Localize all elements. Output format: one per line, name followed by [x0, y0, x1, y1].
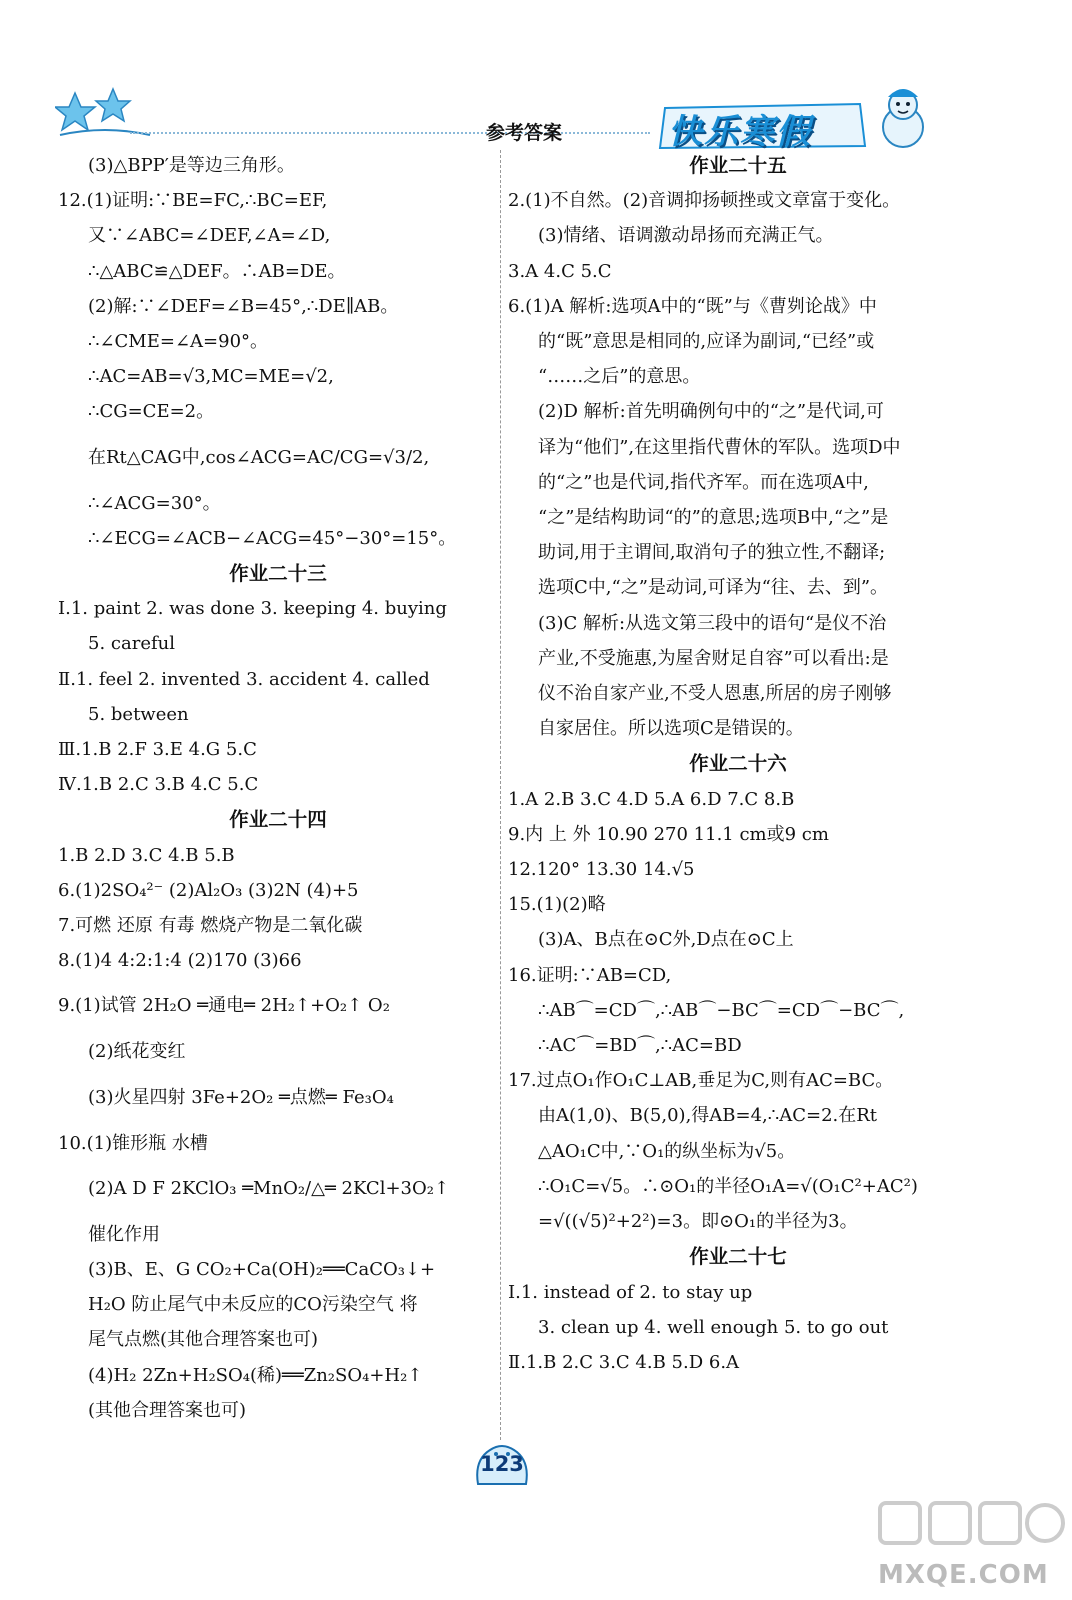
- answer-line: 12.120° 13.30 14.√5: [508, 859, 695, 881]
- section-heading: 作业二十五: [689, 154, 787, 177]
- answer-line: Ⅰ.1. instead of 2. to stay up: [508, 1281, 753, 1303]
- answer-line: ∴AC=AB=√3,MC=ME=√2,: [88, 366, 334, 388]
- answer-line: 的“之”也是代词,指代齐军。而在选项A中,: [538, 471, 869, 493]
- answer-line: 仪不治自家产业,不受人恩惠,所居的房子刚够: [538, 683, 892, 705]
- answer-line: 在Rt△CAG中,cos∠ACG=AC/CG=√3/2,: [88, 446, 430, 468]
- answer-line: 9.(1)试管 2H₂O ═通电═ 2H₂↑+O₂↑ O₂: [58, 995, 390, 1017]
- answer-line: 选项C中,“之”是动词,可译为“往、去、到”。: [538, 577, 889, 599]
- answer-line: (3)情绪、语调激动昂扬而充满正气。: [538, 225, 834, 247]
- answer-line: 又∵∠ABC=∠DEF,∠A=∠D,: [88, 225, 331, 247]
- column-divider: [500, 150, 501, 1440]
- answer-line: 2.(1)不自然。(2)音调抑扬顿挫或文章富于变化。: [508, 190, 901, 212]
- answer-line: (3)△BPP′是等边三角形。: [88, 155, 295, 176]
- answer-line: 8.(1)4 4:2:1:4 (2)170 (3)66: [58, 950, 302, 972]
- answer-line: ∴△ABC≌△DEF。∴AB=DE。: [88, 260, 346, 282]
- answer-line: 17.过点O₁作O₁C⊥AB,垂足为C,则有AC=BC。: [508, 1070, 894, 1092]
- answer-line: ∴O₁C=√5。∴⊙O₁的半径O₁A=√(O₁C²+AC²): [538, 1175, 918, 1197]
- answer-line: 产业,不受施惠,为屋舍财足自容”可以看出:是: [538, 647, 889, 669]
- answer-line: (其他合理答案也可): [88, 1399, 247, 1421]
- answer-line: (2)D 解析:首先明确例句中的“之”是代词,可: [538, 401, 884, 423]
- answer-line: (3)火星四射 3Fe+2O₂ ═点燃═ Fe₃O₄: [88, 1086, 394, 1108]
- page-number: 123: [480, 1452, 524, 1476]
- answer-line: (2)纸花变红: [88, 1041, 186, 1063]
- section-heading: 作业二十三: [229, 562, 327, 586]
- answer-line: 1.B 2.D 3.C 4.B 5.B: [58, 844, 235, 866]
- answer-line: 译为“他们”,在这里指代曹休的军队。选项D中: [538, 436, 901, 458]
- answer-line: Ⅱ.1.B 2.C 3.C 4.B 5.D 6.A: [508, 1351, 740, 1373]
- answer-line: “之”是结构助词“的”的意思;选项B中,“之”是: [538, 507, 889, 529]
- section-heading: 作业二十七: [689, 1245, 787, 1269]
- answer-line: 6.(1)A 解析:选项A中的“既”与《曹刿论战》中: [508, 295, 877, 317]
- section-heading: 作业二十六: [689, 752, 787, 776]
- answer-line: 9.内 上 外 10.90 270 11.1 cm或9 cm: [508, 823, 829, 845]
- answer-line: 助词,用于主谓间,取消句子的独立性,不翻译;: [538, 542, 886, 564]
- left-column: [58, 148, 498, 1428]
- answer-line: △AO₁C中,∵O₁的纵坐标为√5。: [538, 1140, 796, 1162]
- answer-line: 5. between: [88, 703, 189, 725]
- answer-line: 6.(1)2SO₄²⁻ (2)Al₂O₃ (3)2N (4)+5: [58, 879, 359, 901]
- answer-line: 3. clean up 4. well enough 5. to go out: [538, 1316, 889, 1338]
- answer-line: (3)A、B点在⊙C外,D点在⊙C上: [538, 929, 794, 951]
- answer-line: (3)B、E、G CO₂+Ca(OH)₂══CaCO₃↓+: [88, 1259, 436, 1281]
- header-dotted-line: [130, 132, 650, 134]
- answer-line: (3)C 解析:从选文第三段中的语句“是仪不治: [538, 612, 887, 634]
- answer-line: 1.A 2.B 3.C 4.D 5.A 6.D 7.C 8.B: [508, 788, 795, 810]
- answer-line: 12.(1)证明:∵BE=FC,∴BC=EF,: [58, 190, 328, 212]
- answer-line: ∴CG=CE=2。: [88, 401, 215, 423]
- answer-line: 尾气点燃(其他合理答案也可): [88, 1329, 319, 1351]
- answer-line: ∴AC⌒=BD⌒,∴AC=BD: [538, 1035, 742, 1057]
- answer-line: ∴∠CME=∠A=90°。: [88, 331, 269, 353]
- right-column: [508, 148, 968, 1380]
- answer-line: H₂O 防止尾气中未反应的CO污染空气 将: [88, 1294, 418, 1316]
- answer-line: =√((√5)²+2²)=3。即⊙O₁的半径为3。: [538, 1211, 858, 1233]
- answer-line: ∴AB⌒=CD⌒,∴AB⌒−BC⌒=CD⌒−BC⌒,: [538, 999, 905, 1021]
- watermark-text: MXQE.COM: [878, 1560, 1049, 1590]
- answer-line: “……之后”的意思。: [538, 366, 701, 388]
- answer-line: (4)H₂ 2Zn+H₂SO₄(稀)══Zn₂SO₄+H₂↑: [88, 1364, 423, 1386]
- answer-line: 催化作用: [88, 1223, 160, 1245]
- answer-line: 15.(1)(2)略: [508, 894, 606, 916]
- page-header: [0, 0, 1072, 150]
- answer-line: 10.(1)锥形瓶 水槽: [58, 1132, 208, 1154]
- answer-line: 自家居住。所以选项C是错误的。: [538, 718, 804, 740]
- section-heading: 作业二十四: [229, 808, 327, 832]
- answer-line: (2)解:∵∠DEF=∠B=45°,∴DE∥AB。: [88, 295, 399, 317]
- answer-line: (2)A D F 2KClO₃ ═MnO₂/△═ 2KCl+3O₂↑: [88, 1177, 450, 1199]
- header-title: 参考答案: [486, 122, 563, 144]
- banner-title: 快乐寒假: [668, 112, 812, 152]
- answer-line: ∴∠ECG=∠ACB−∠ACG=45°−30°=15°。: [88, 527, 457, 549]
- answer-line: Ⅰ.1. paint 2. was done 3. keeping 4. buying: [58, 598, 447, 620]
- answer-line: 5. careful: [88, 633, 175, 655]
- answer-line: 3.A 4.C 5.C: [508, 260, 612, 282]
- answer-line: Ⅱ.1. feel 2. invented 3. accident 4. called: [58, 668, 430, 690]
- answer-line: 的“既”意思是相同的,应译为副词,“已经”或: [538, 331, 875, 353]
- answer-line: Ⅲ.1.B 2.F 3.E 4.G 5.C: [58, 739, 257, 761]
- snowman-mascot-icon: [868, 85, 938, 150]
- answer-line: 由A(1,0)、B(5,0),得AB=4,∴AC=2.在Rt: [538, 1105, 878, 1127]
- answer-line: 7.可燃 还原 有毒 燃烧产物是二氧化碳: [58, 915, 363, 937]
- answer-line: ∴∠ACG=30°。: [88, 492, 221, 514]
- answer-line: Ⅳ.1.B 2.C 3.B 4.C 5.C: [58, 774, 259, 796]
- answer-line: 16.证明:∵AB=CD,: [508, 964, 672, 986]
